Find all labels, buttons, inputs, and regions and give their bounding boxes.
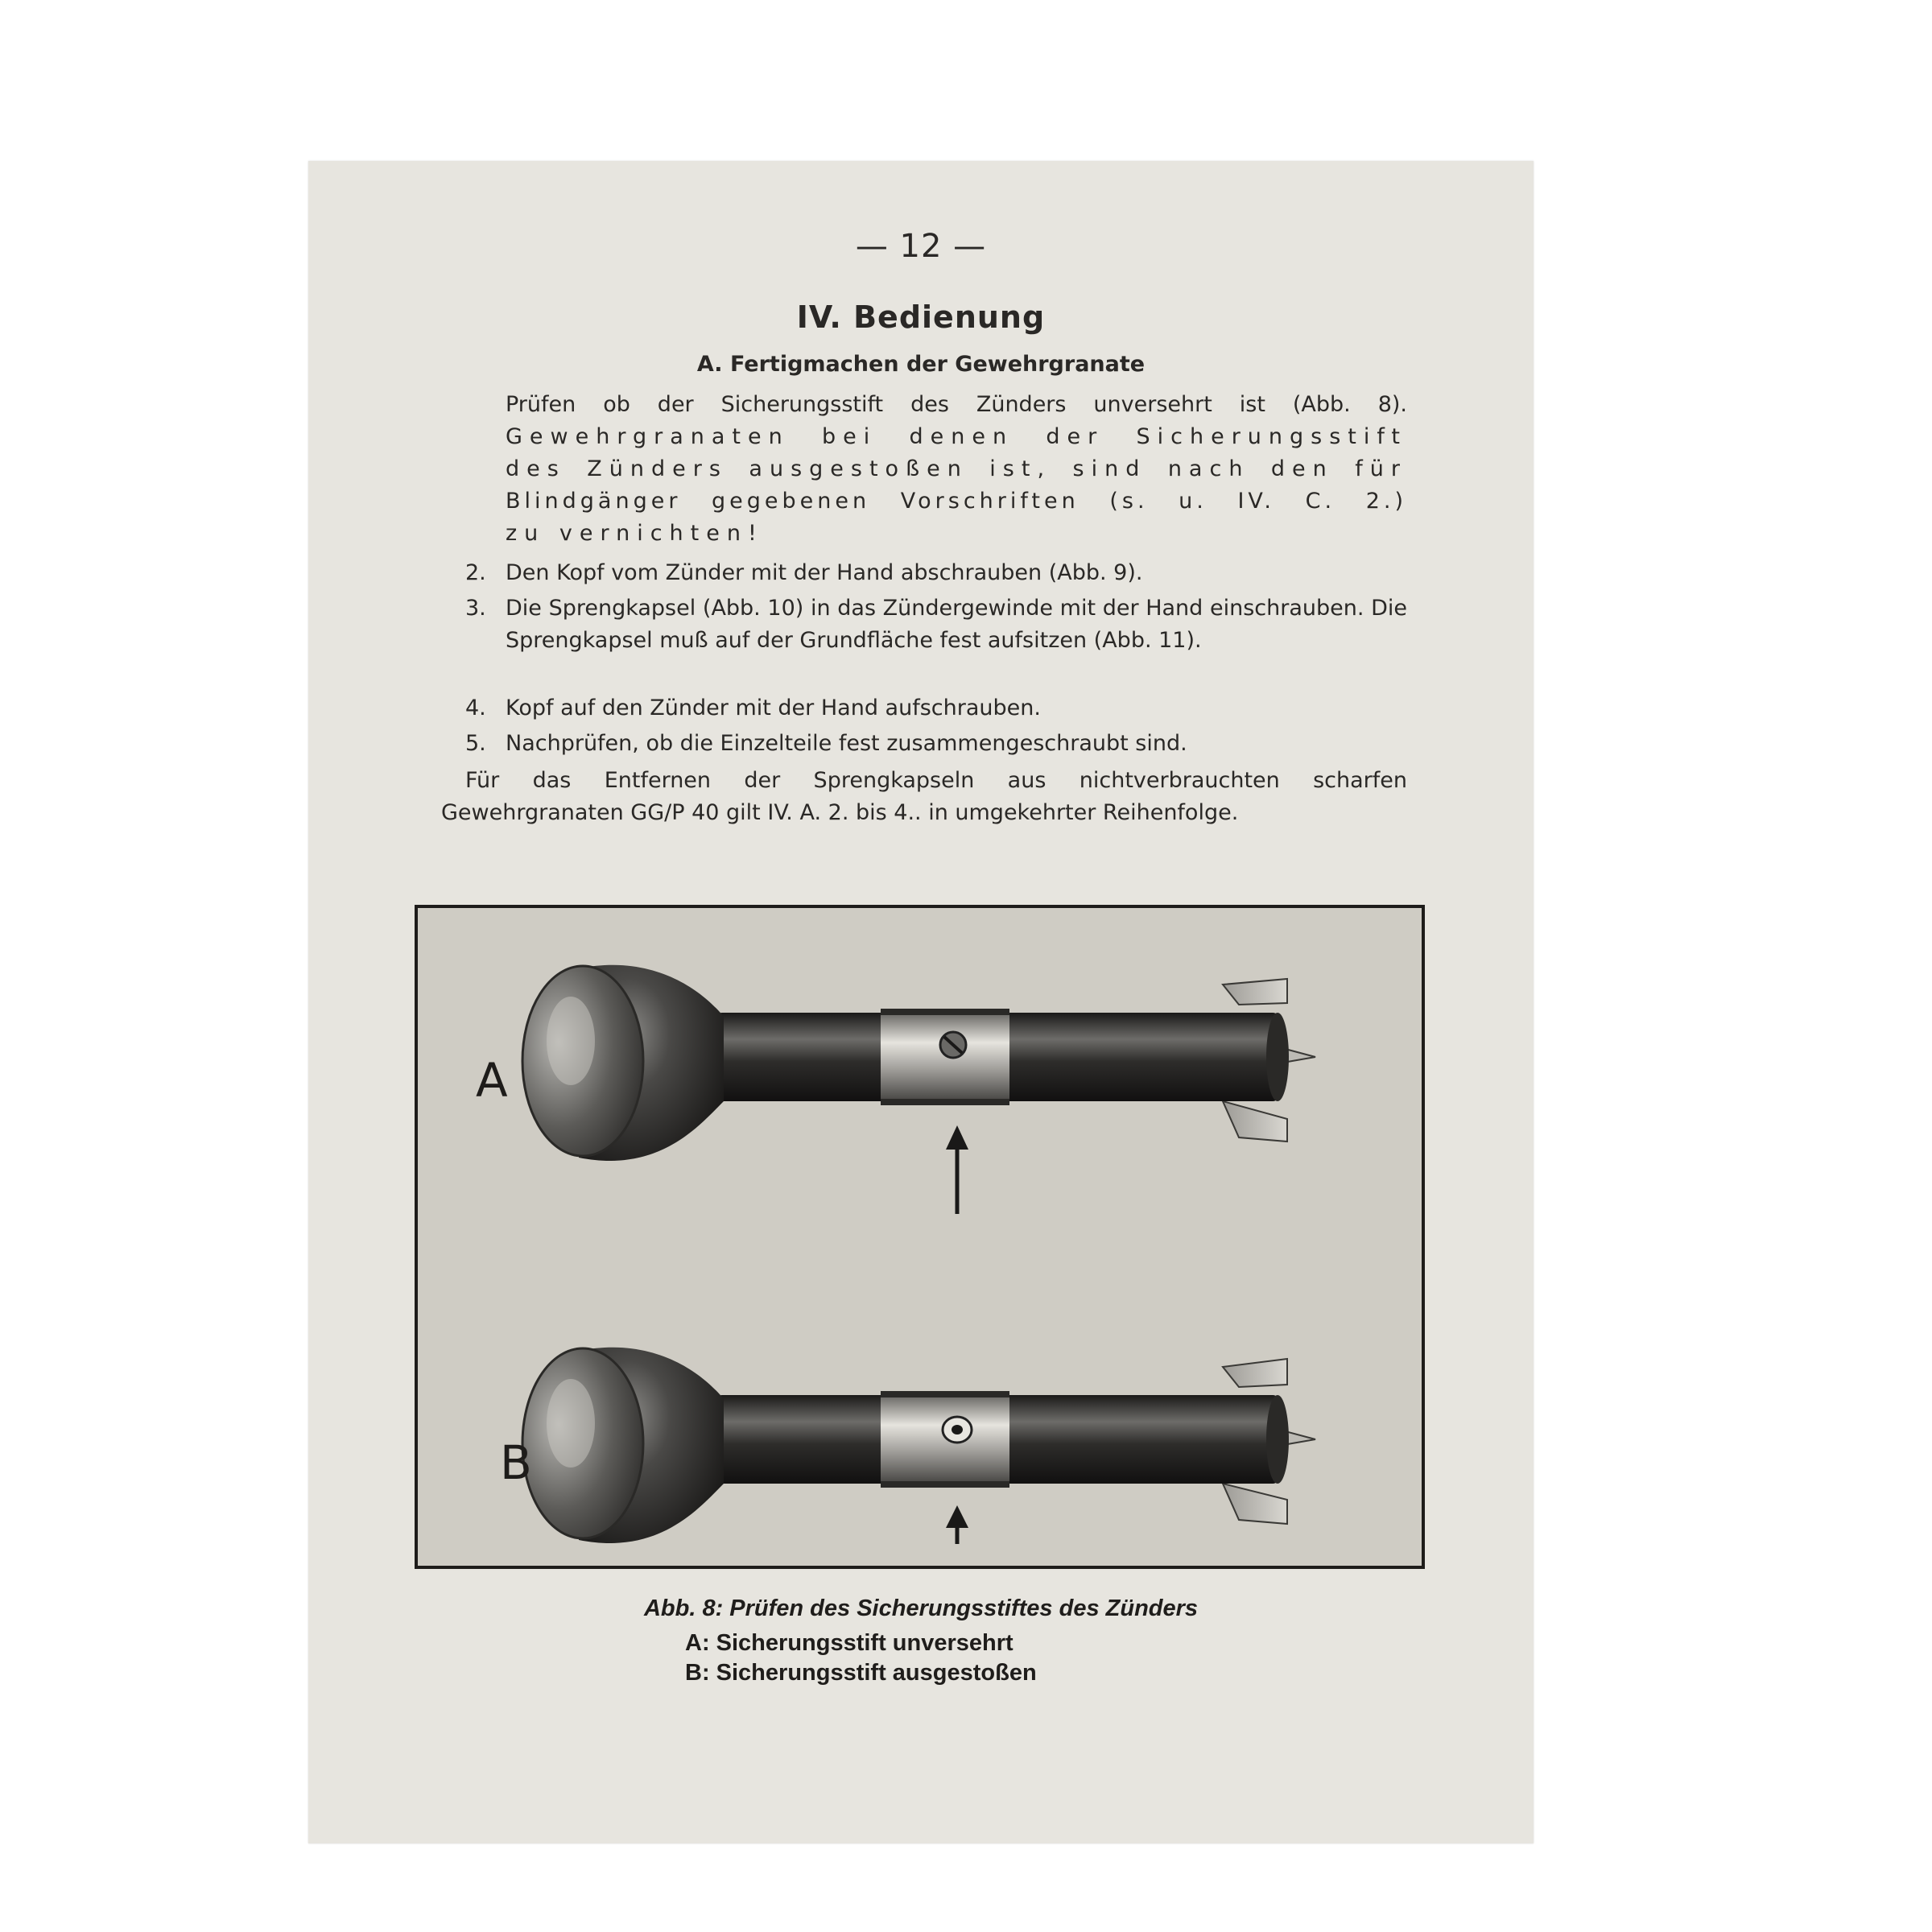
arrow-a-icon	[946, 1125, 968, 1214]
figure-caption-b: B: Sicherungsstift ausgestoßen	[685, 1660, 1037, 1686]
figure-label-a: A	[476, 1053, 508, 1108]
figure-label-b: B	[500, 1435, 532, 1490]
intro-line-2: Gewehrgranaten bei denen der Sicherungsstift	[506, 424, 1407, 449]
grenade-a	[522, 965, 1315, 1161]
document-page	[308, 161, 1534, 1843]
closing-paragraph: Für das Entfernen der Sprengkapseln aus nichtverbrauchten scharfen Gewehrgranaten GG/P 40 gilt IV. A. 2. bis 4.. in umgekehrter Reihenfolge.	[441, 768, 1407, 825]
chapter-title: IV. Bedienung	[796, 299, 1046, 335]
step-text: Die Sprengkapsel (Abb. 10) in das Zündergewinde mit der Hand einschrauben. Die Sprengkapsel muß auf der Grundfläche fest aufsitzen (Abb. 11).	[506, 596, 1407, 653]
figure-abb-8	[415, 905, 1425, 1569]
intro-line-4: Blindgänger gegebenen Vorschriften (s. u. IV. C. 2.)	[506, 489, 1407, 514]
intro-line-5: zu vernichten!	[506, 521, 764, 546]
intro-line-1: Prüfen ob der Sicherungsstift des Zünders unversehrt ist (Abb. 8).	[506, 392, 1407, 417]
step-text: Den Kopf vom Zünder mit der Hand abschrauben (Abb. 9).	[506, 560, 1143, 585]
figure-illustration	[418, 908, 1422, 1566]
section-title: A. Fertigmachen der Gewehrgranate	[696, 352, 1146, 377]
step-number: 4.	[465, 696, 486, 720]
grenade-b	[522, 1348, 1315, 1543]
step-text: Kopf auf den Zünder mit der Hand aufschrauben.	[506, 696, 1041, 720]
figure-caption-a: A: Sicherungsstift unversehrt	[685, 1630, 1013, 1656]
intro-line-3: des Zünders ausgestoßen ist, sind nach den für	[506, 456, 1407, 481]
page-number: — 12 —	[855, 228, 987, 265]
step-number: 3.	[465, 596, 486, 621]
step-number: 5.	[465, 731, 486, 756]
step-number: 2.	[465, 560, 486, 585]
figure-caption-title: Abb. 8: Prüfen des Sicherungsstiftes des Zünders	[643, 1596, 1199, 1621]
step-text: Nachprüfen, ob die Einzelteile fest zusammengeschraubt sind.	[506, 731, 1187, 756]
arrow-b-icon	[946, 1505, 968, 1544]
